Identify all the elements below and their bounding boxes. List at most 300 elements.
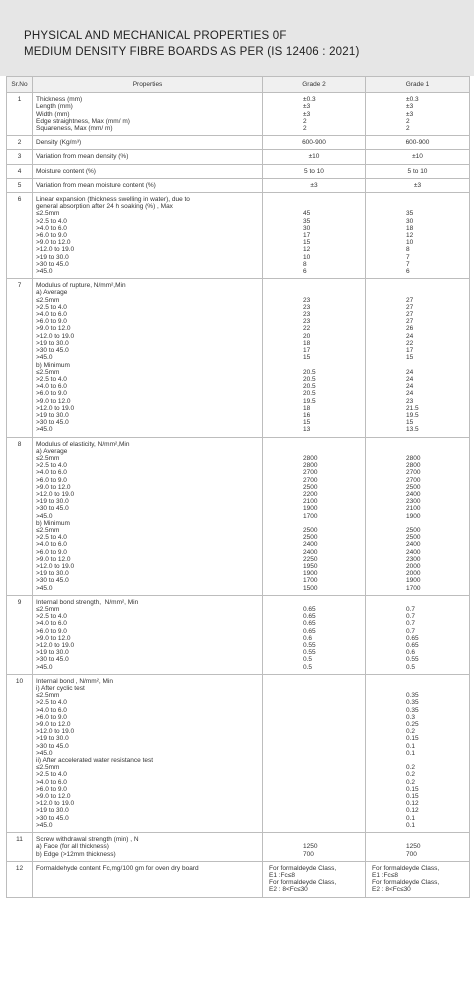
grade1-cell-line: ±10 [412,153,423,161]
property-cell-line: >19 to 30.0 [36,253,69,261]
property-cell-line: >6.0 to 9.0 [36,627,67,635]
property-cell-line: >6.0 to 9.0 [36,476,67,484]
grade1-cell-line: 0.65 [406,634,419,642]
grade2-cell-line: 18 [303,404,311,412]
property-cell-line: ≤2.5mm [36,764,60,772]
table-body [7,93,470,897]
grade2-cell [263,279,366,437]
grade2-cell-line: 2 [303,125,307,133]
properties-table [6,76,470,898]
sr-cell [7,136,33,150]
grade2-cell-line: 12 [303,246,311,254]
grade1-cell-line: 2400 [406,541,421,549]
property-cell-line: >45.0 [36,512,53,520]
grade2-cell-line [303,289,362,296]
property-cell-line: >30 to 45.0 [36,505,69,513]
grade1-cell-line: 1700 [406,584,421,592]
grade2-cell-line: 2800 [303,454,318,462]
table-header-row [7,77,470,93]
grade1-cell-line: 0.7 [406,613,416,621]
grade1-cell-line: 1250 [406,843,421,851]
table-row [7,178,470,192]
header-srno: Sr.No [7,77,33,93]
grade2-cell-line: 0.65 [303,627,316,635]
grade2-cell-line: ±3 [303,103,311,111]
grade1-cell-line [406,685,466,692]
property-cell-line: >4.0 to 6.0 [36,224,67,232]
grade2-cell-line: E2 : 8<Fc≤30 [269,886,308,894]
grade1-cell-line: 2700 [406,476,421,484]
property-cell-line: >45.0 [36,821,53,829]
grade1-cell-line: 2400 [406,548,421,556]
property-cell-line: >4.0 to 6.0 [36,383,67,391]
grade1-cell-line: 0.1 [406,749,416,757]
grade1-cell-line [406,203,466,210]
property-cell-line: >9.0 to 12.0 [36,721,71,729]
property-cell [33,178,263,192]
grade2-cell-line: 45 [303,210,311,218]
grade1-cell-line: 0.2 [406,728,416,736]
grade2-cell-line: 0.5 [303,663,313,671]
sr-cell [7,833,33,862]
grade1-cell-line: 0.7 [406,627,416,635]
grade1-cell-line: For formaldeyde Class, [372,864,440,872]
grade1-cell-line: 17 [406,347,414,355]
sr-cell [7,595,33,674]
grade2-cell-line: 2500 [303,526,318,534]
grade2-cell [263,674,366,832]
grade1-cell-line: 0.35 [406,706,419,714]
property-cell-line: Modulus of rupture, N/mm²,Min [36,282,126,290]
title-line-2: MEDIUM DENSITY FIBRE BOARDS AS PER (IS 12406 : 2021) [24,46,360,58]
grade1-cell-line: 27 [406,303,414,311]
property-cell-line: >45.0 [36,354,53,362]
table-row [7,164,470,178]
property-cell-line: >19 to 30.0 [36,807,69,815]
grade1-cell [366,595,470,674]
sr-cell-line: 12 [15,864,24,872]
property-cell-line: >30 to 45.0 [36,260,69,268]
property-cell-line: >45.0 [36,268,53,276]
grade2-cell-line: 0.65 [303,613,316,621]
grade2-cell-line: 2700 [303,476,318,484]
grade2-cell-line: 2800 [303,462,318,470]
property-cell-line: >9.0 to 12.0 [36,555,71,563]
grade1-cell-line: 12 [406,232,414,240]
table-row [7,193,470,279]
grade1-cell-line [406,289,466,296]
grade1-cell-line: 0.12 [406,800,419,808]
property-cell-line: >4.0 to 6.0 [36,469,67,477]
property-cell [33,150,263,164]
property-cell-line: >19 to 30.0 [36,498,69,506]
grade1-cell-line: 2400 [406,490,421,498]
sr-cell-line: 7 [17,282,22,290]
table-row [7,595,470,674]
sr-cell [7,193,33,279]
grade1-cell-line: 0.65 [406,642,419,650]
grade1-cell [366,674,470,832]
grade2-cell-line: 0.55 [303,649,316,657]
grade1-cell-line: 2800 [406,454,421,462]
grade2-cell [263,93,366,136]
grade1-cell-line: E1 :Fc≤8 [372,871,398,879]
property-cell-line: ≤2.5mm [36,368,60,376]
grade1-cell-line: 2000 [406,570,421,578]
grade1-cell-line: 0.6 [406,649,416,657]
grade2-cell-line: For formaldeyde Class, [269,864,337,872]
grade1-cell [366,833,470,862]
grade1-cell-line: 21.5 [406,404,419,412]
grade2-cell-line: 13 [303,426,311,434]
sr-cell [7,150,33,164]
grade2-cell-line: 1900 [303,570,318,578]
grade2-cell-line [303,678,362,685]
grade1-cell-line: 24 [406,390,414,398]
grade1-cell [366,164,470,178]
property-cell-line: Screw withdrawal strength (min) , N [36,836,139,844]
property-cell-line: >9.0 to 12.0 [36,325,71,333]
property-cell-line: >12.0 to 19.0 [36,246,75,254]
property-cell-line: Variation from mean density (%) [36,153,129,161]
grade2-cell-line [303,362,362,369]
grade1-cell-line: 18 [406,224,414,232]
table-row [7,674,470,832]
property-cell-line: >12.0 to 19.0 [36,332,75,340]
property-cell [33,136,263,150]
property-cell-line: >6.0 to 9.0 [36,318,67,326]
grade2-cell-line: 2250 [303,555,318,563]
grade2-cell-line: 15 [303,239,311,247]
property-cell-line: b) Minimum [36,361,70,369]
property-cell-line: >4.0 to 6.0 [36,541,67,549]
property-cell-line: >4.0 to 6.0 [36,778,67,786]
grade1-cell-line [406,362,466,369]
sr-cell-line: 5 [17,181,22,189]
property-cell-line: Internal bond , N/mm², Min [36,677,113,685]
property-cell-line: Variation from mean moisture content (%) [36,181,156,189]
grade1-cell [366,193,470,279]
grade2-cell-line: 1900 [303,505,318,513]
table-row [7,150,470,164]
property-cell-line: ii) After accelerated water resistance test [36,757,154,765]
property-cell-line: Width (mm) [36,110,70,118]
table-row [7,861,470,897]
grade2-cell-line: 18 [303,339,311,347]
property-cell-line: >45.0 [36,663,53,671]
grade2-cell-line: 1500 [303,584,318,592]
grade1-cell-line: 0.2 [406,778,416,786]
property-cell-line: >2.5 to 4.0 [36,303,67,311]
grade1-cell-line: 0.2 [406,771,416,779]
grade1-cell [366,861,470,897]
property-cell-line: >9.0 to 12.0 [36,483,71,491]
grade1-cell-line: ±3 [406,110,414,118]
grade1-cell [366,437,470,595]
grade2-cell-line: 10 [303,253,311,261]
property-cell-line: >45.0 [36,584,53,592]
grade2-cell-line: 0.5 [303,656,313,664]
grade2-cell-line: 23 [303,318,311,326]
grade1-cell-line [406,678,466,685]
grade2-cell-line: 35 [303,217,311,225]
grade1-cell-line: 0.25 [406,721,419,729]
property-cell-line: ≤2.5mm [36,454,60,462]
property-cell-line: >9.0 to 12.0 [36,239,71,247]
property-cell-line: Internal bond strength, N/mm², Min [36,598,139,606]
sr-cell-line: 6 [17,196,22,204]
property-cell-line: >9.0 to 12.0 [36,793,71,801]
grade2-cell-line: 0.6 [303,634,313,642]
property-cell [33,93,263,136]
property-cell-line: b) Edge (>12mm thickness) [36,850,116,858]
property-cell-line: ≤2.5mm [36,296,60,304]
grade1-cell-line [406,836,466,843]
grade1-cell-line [406,520,466,527]
property-cell-line: >30 to 45.0 [36,814,69,822]
grade1-cell [366,150,470,164]
property-cell-line: >30 to 45.0 [36,656,69,664]
grade1-cell-line: 27 [406,318,414,326]
grade1-cell-line: 35 [406,210,414,218]
grade1-cell-line: 0.55 [406,656,419,664]
sr-cell [7,178,33,192]
grade2-cell-line: 2200 [303,490,318,498]
grade1-cell-line [406,282,466,289]
property-cell-line: Squareness, Max (mm/ m) [36,125,113,133]
grade1-cell-line: 2500 [406,526,421,534]
grade1-cell-line: 0.2 [406,764,416,772]
grade2-cell [263,136,366,150]
sr-cell [7,861,33,897]
grade2-cell-line: 17 [303,232,311,240]
grade1-cell-line [406,757,466,764]
sr-cell-line: 11 [16,836,23,844]
grade1-cell-line: 27 [406,296,414,304]
grade2-cell-line [303,203,362,210]
grade2-cell-line: 22 [303,325,311,333]
grade2-cell-line: 1700 [303,577,318,585]
property-cell-line: >12.0 to 19.0 [36,728,75,736]
grade1-cell-line: 1900 [406,577,421,585]
property-cell-line: Edge straightness, Max (mm/ m) [36,117,130,125]
property-cell-line: general absorption after 24 h soaking (%) , Max [36,203,173,211]
grade1-cell-line: 24 [406,332,414,340]
grade1-cell-line: 2300 [406,555,421,563]
table-row [7,279,470,437]
property-cell [33,833,263,862]
grade1-cell-line: 600-900 [405,139,430,147]
grade2-cell-line [303,599,362,606]
grade1-cell-line: 0.7 [406,606,416,613]
grade1-cell-line: 10 [406,239,414,247]
grade1-cell-line: 30 [406,217,414,225]
grade2-cell-line: 8 [303,260,307,268]
grade1-cell [366,136,470,150]
sr-cell [7,93,33,136]
sr-cell-line: 10 [15,677,24,685]
property-cell-line: >4.0 to 6.0 [36,311,67,319]
title-line-1: PHYSICAL AND MECHANICAL PROPERTIES 0F [24,30,287,42]
property-cell-line: >6.0 to 9.0 [36,390,67,398]
sr-cell [7,164,33,178]
property-cell-line: Modulus of elasticity, N/mm²,Min [36,440,130,448]
grade2-cell-line: 1700 [303,512,318,520]
property-cell-line: ≤2.5mm [36,526,60,534]
property-cell-line: b) Minimum [36,519,70,527]
grade2-cell-line: 23 [303,311,311,319]
grade1-cell-line: ±3 [406,103,414,111]
grade2-cell-line: 16 [303,411,311,419]
property-cell-line: >19 to 30.0 [36,411,69,419]
table-row [7,833,470,862]
grade1-cell-line: 5 to 10 [407,167,428,175]
grade1-cell-line [406,599,466,606]
grade2-cell-line: ±10 [308,153,320,161]
property-cell-line: Length (mm) [36,103,73,111]
grade2-cell-line: 0.65 [303,620,316,628]
property-cell-line: >45.0 [36,749,53,757]
grade1-cell-line: 0.3 [406,713,416,721]
document-header [0,0,474,76]
property-cell-line: >19 to 30.0 [36,649,69,657]
grade1-cell-line: 0.1 [406,821,416,829]
grade2-cell-line: ±3 [303,110,311,118]
grade2-cell-line: 15 [303,354,311,362]
property-cell [33,164,263,178]
grade2-cell [263,164,366,178]
grade1-cell-line: 0.35 [406,692,419,700]
property-cell-line: a) Average [36,289,68,297]
grade2-cell-line: E1 :Fc≤8 [269,871,295,879]
grade1-cell [366,279,470,437]
grade1-cell-line: 22 [406,339,414,347]
grade1-cell-line: 2700 [406,469,421,477]
grade1-cell-line: 0.1 [406,814,416,822]
grade2-cell-line: 2 [303,117,307,125]
grade2-cell-line: 15 [303,419,311,427]
grade1-cell-line: ±3 [413,181,422,189]
grade1-cell-line: 23 [406,397,414,405]
sr-cell-line: 4 [17,167,22,175]
property-cell-line: >19 to 30.0 [36,570,69,578]
property-cell-line: Density (Kg/m³) [36,139,82,147]
grade1-cell-line: 2300 [406,498,421,506]
grade1-cell-line: 13.5 [406,426,419,434]
grade2-cell [263,193,366,279]
grade2-cell-line: 0.55 [303,642,316,650]
grade2-cell-line [303,836,362,843]
property-cell-line: >12.0 to 19.0 [36,800,75,808]
grade1-cell-line: 2800 [406,462,421,470]
grade2-cell-line [303,282,362,289]
property-cell-line: >12.0 to 19.0 [36,490,75,498]
grade1-cell-line: 24 [406,375,414,383]
grade1-cell-line: ±0.3 [406,96,419,104]
property-cell-line: >2.5 to 4.0 [36,613,67,621]
property-cell-line: ≤2.5mm [36,210,60,218]
property-cell-line: >6.0 to 9.0 [36,713,67,721]
grade1-cell-line: 27 [406,311,414,319]
grade1-cell-line: 6 [406,268,410,276]
grade2-cell [263,861,366,897]
grade1-cell-line: 0.7 [406,620,416,628]
grade1-cell-line: 1900 [406,512,421,520]
property-cell-line: >9.0 to 12.0 [36,634,71,642]
property-cell-line: >2.5 to 4.0 [36,462,67,470]
grade2-cell-line: 30 [303,224,311,232]
property-cell-line: >4.0 to 6.0 [36,706,67,714]
property-cell-line: >30 to 45.0 [36,742,69,750]
property-cell [33,674,263,832]
grade2-cell-line: 20 [303,332,311,340]
grade1-cell [366,178,470,192]
table-row [7,93,470,136]
grade2-cell [263,595,366,674]
grade1-cell-line: 19.5 [406,411,419,419]
sr-cell [7,437,33,595]
sr-cell [7,674,33,832]
grade2-cell-line: 1250 [303,843,318,851]
property-cell-line: >6.0 to 9.0 [36,548,67,556]
grade2-cell-line: 20.5 [303,383,316,391]
grade1-cell-line: For formaldeyde Class, [372,879,440,887]
grade2-cell-line [303,448,362,455]
property-cell-line: a) Face (for all thickness) [36,843,109,851]
grade1-cell-line: 0.5 [406,663,416,671]
grade2-cell-line: ±0.3 [303,96,316,104]
property-cell-line: i) After cyclic test [36,685,85,693]
grade1-cell-line: 24 [406,383,414,391]
grade1-cell-line: 2500 [406,483,421,491]
table-row [7,437,470,595]
property-cell-line: >19 to 30.0 [36,339,69,347]
grade2-cell-line: 2700 [303,469,318,477]
property-cell-line: >30 to 45.0 [36,419,69,427]
property-cell-line: >30 to 45.0 [36,347,69,355]
grade2-cell-line: 1950 [303,562,318,570]
grade2-cell [263,833,366,862]
property-cell-line: >12.0 to 19.0 [36,642,75,650]
grade2-cell-line: 2500 [303,483,318,491]
grade1-cell-line: 26 [406,325,414,333]
grade1-cell-line [406,196,466,203]
property-cell-line: >9.0 to 12.0 [36,397,71,405]
grade1-cell-line: 2 [406,125,410,133]
property-cell-line: ≤2.5mm [36,692,60,700]
grade1-cell-line: 0.15 [406,735,419,743]
grade2-cell-line [303,441,362,448]
grade1-cell-line: 24 [406,368,414,376]
property-cell-line: >2.5 to 4.0 [36,699,67,707]
grade2-cell-line [303,196,362,203]
grade1-cell-line: 8 [406,246,410,254]
sr-cell-line: 3 [17,153,22,161]
grade1-cell-line: 2100 [406,505,421,513]
property-cell-line: >2.5 to 4.0 [36,217,67,225]
property-cell-line: Thickness (mm) [36,96,83,104]
property-cell-line: >30 to 45.0 [36,577,69,585]
grade2-cell [263,437,366,595]
grade2-cell-line: 23 [303,303,311,311]
property-cell-line: >6.0 to 9.0 [36,232,67,240]
property-cell-line: a) Average [36,447,68,455]
property-cell [33,193,263,279]
grade1-cell-line: 0.15 [406,785,419,793]
grade2-cell-line: 5 to 10 [304,167,324,175]
grade2-cell-line: 2400 [303,541,318,549]
grade2-cell-line: 23 [303,296,311,304]
